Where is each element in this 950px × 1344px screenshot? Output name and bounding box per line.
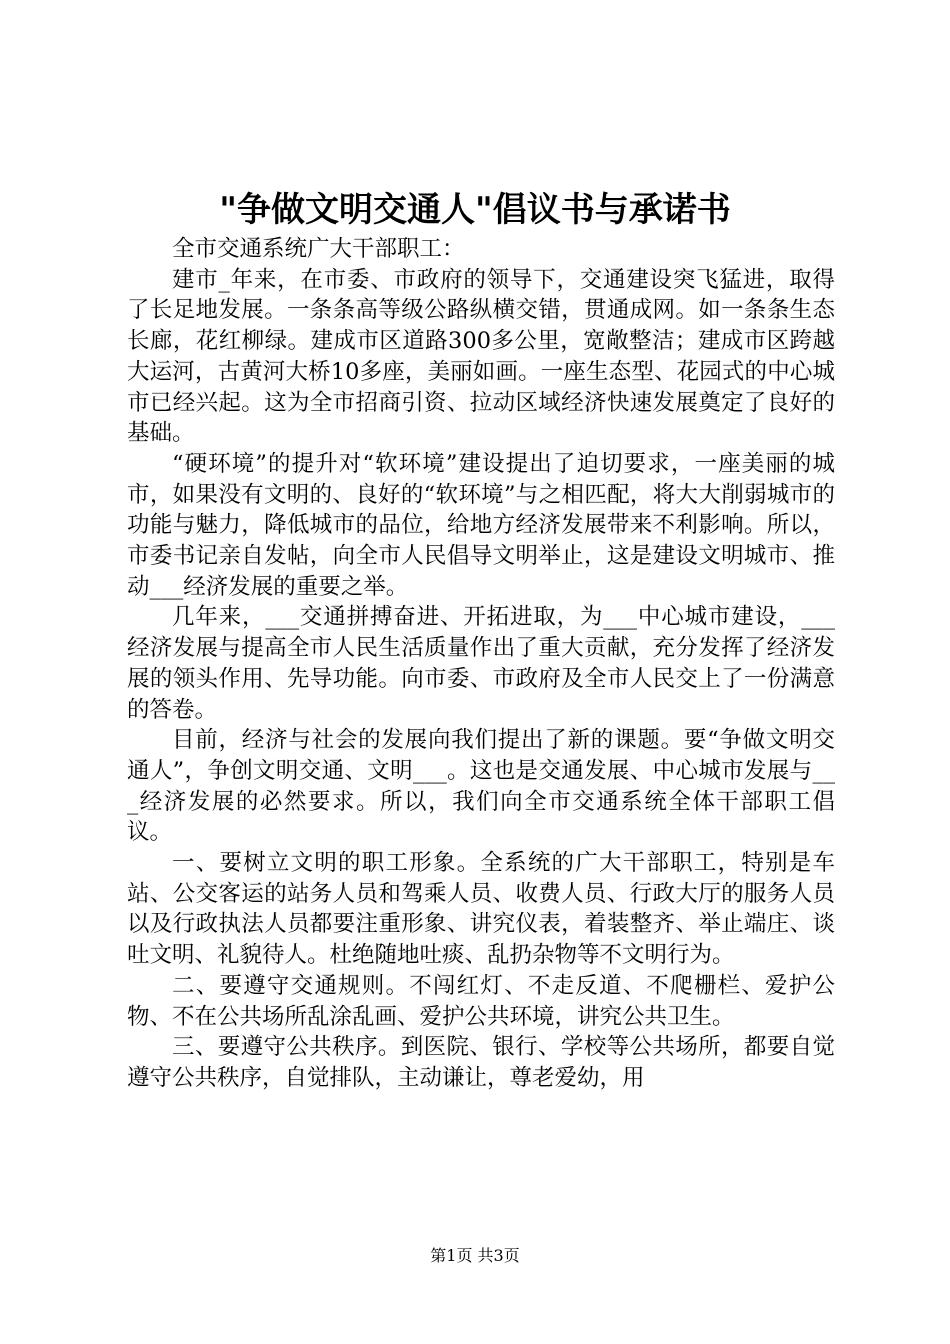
paragraph: 几年来，___交通拼搏奋进、开拓进取，为___中心城市建设，___经济发展与提高全市人民生活质量作出了重大贡献，充分发挥了经济发展的领头作用、先导功能。向市委、市政府及全市人民交上了一份满意的答卷。: [127, 604, 835, 723]
salutation: 全市交通系统广大干部职工：: [172, 236, 465, 262]
document-body: [127, 234, 835, 1094]
paragraph: “硬环境”的提升对“软环境”建设提出了迫切要求，一座美丽的城市，如果没有文明的、良好的“软环境”与之相匹配，将大大削弱城市的功能与魅力，降低城市的品位，给地方经济发展带来不利影响。所以，市委书记亲自发帖，向全市人民倡导文明举止，这是建设文明城市、推动___经济发展的重要之举。: [127, 450, 835, 600]
document-title: "争做文明交通人"倡议书与承诺书: [219, 190, 731, 230]
paragraph: 一、要树立文明的职工形象。全系统的广大干部职工，特别是车站、公交客运的站务人员和驾乘人员、收费人员、行政大厅的服务人员以及行政执法人员都要注重形象、讲究仪表，着装整齐、举止端庄、谈吐文明、礼貌待人。杜绝随地吐痰、乱扔杂物等不文明行为。: [127, 850, 835, 969]
paragraph: 建市_年来，在市委、市政府的领导下，交通建设突飞猛进，取得了长足地发展。一条条高等级公路纵横交错，贯通成网。如一条条生态长廊，花红柳绿。建成市区道路300多公里，宽敞整洁；建成市区跨越大运河，古黄河大桥10多座，美丽如画。一座生态型、花园式的中心城市已经兴起。这为全市招商引资、拉动区域经济快速发展奠定了良好的基础。: [127, 266, 835, 447]
paragraph: 二、要遵守交通规则。不闯红灯、不走反道、不爬栅栏、爱护公物、不在公共场所乱涂乱画、爱护公共环境，讲究公共卫生。: [127, 972, 835, 1030]
page-number-footer: 第1页 共3页: [430, 1246, 520, 1265]
paragraph: 三、要遵守公共秩序。到医院、银行、学校等公共场所，都要自觉遵守公共秩序，自觉排队，主动谦让，尊老爱幼，用: [127, 1034, 835, 1091]
paragraph: 目前，经济与社会的发展向我们提出了新的课题。要“争做文明交通人”，争创文明交通、文明___。这也是交通发展、中心城市发展与___经济发展的必然要求。所以，我们向全市交通系统全体干部职工倡议。: [127, 727, 835, 846]
